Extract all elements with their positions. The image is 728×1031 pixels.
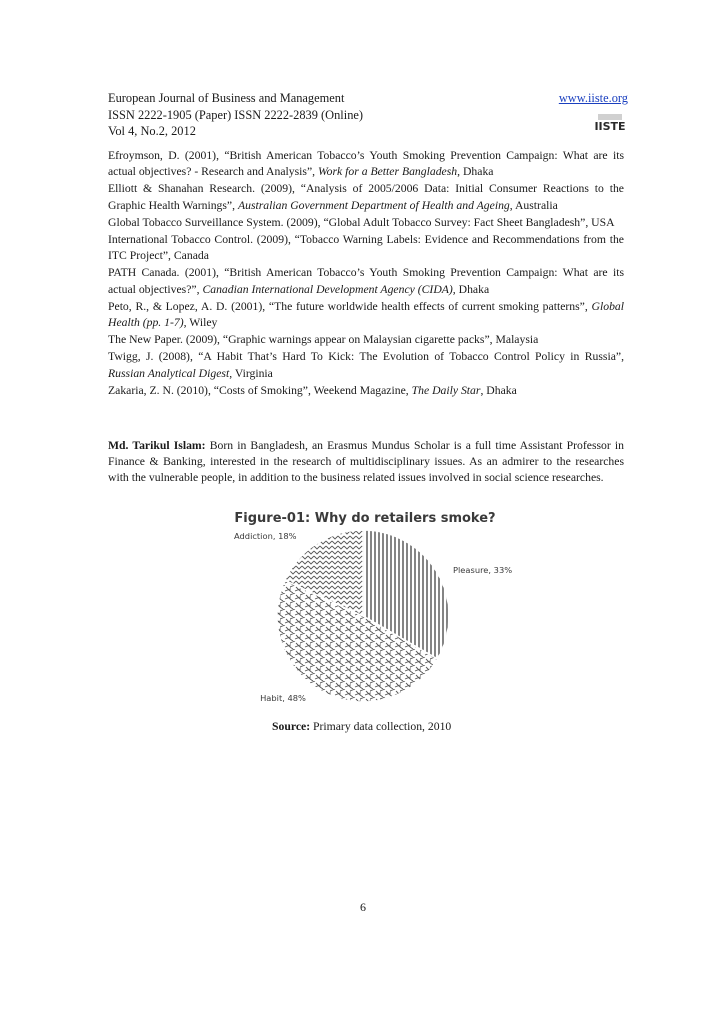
figure-source [272, 720, 451, 733]
reference-text: The New Paper. (2009), “Graphic warnings appear on Malaysian cigarette packs”, Malaysia [108, 333, 539, 347]
references-list [108, 148, 624, 400]
reference-source: Work for a Better Bangladesh [317, 165, 458, 179]
pie-label-habit: Habit, 48% [260, 693, 306, 703]
iiste-logo [596, 108, 624, 134]
reference-source: The Daily Star [411, 383, 481, 397]
source-label: Source: [272, 720, 311, 733]
reference-location: Wiley [186, 316, 218, 330]
pie-chart [230, 505, 513, 710]
reference-item [108, 332, 624, 348]
author-name: Md. Tarikul Islam: [108, 439, 206, 452]
reference-text: Efroymson, D. (2001), “British American Tobacco’s Youth Smoking Prevention Campaign: What are its actual objectives? - Research and Analysis”, [108, 149, 624, 179]
author-bio-text: Born in Bangladesh, an Erasmus Mundus Scholar is a full time Assistant Professor in Finance & Banking, interested in the research of multidisciplinary issues. As an admirer to the researches with the vulnerable people, in addition to the business related issues involved in social science researches. [108, 439, 624, 485]
reference-location: , Dhaka [480, 383, 517, 397]
reference-item [108, 232, 624, 264]
reference-item [108, 215, 624, 231]
reference-item [108, 265, 624, 297]
pie-label-pleasure: Pleasure, 33% [453, 565, 513, 575]
journal-issn: ISSN 2222-1905 (Paper) ISSN 2222-2839 (Online) [108, 107, 364, 122]
reference-location: , Australia [509, 198, 558, 212]
reference-source: Russian Analytical Digest [108, 366, 230, 380]
journal-url-link[interactable]: www.iiste.org [558, 91, 628, 105]
reference-source: Canadian International Development Agency (CIDA), [202, 282, 456, 296]
reference-source: Australian Government Department of Health and Ageing [237, 198, 510, 212]
author-bio [108, 438, 624, 487]
journal-title: European Journal of Business and Management [108, 91, 345, 105]
page-number: 6 [360, 900, 366, 914]
reference-text: Global Tobacco Surveillance System. (2009), “Global Adult Tobacco Survey: Fact Sheet Bangladesh”, USA [108, 215, 615, 229]
reference-text: International Tobacco Control. (2009), “Tobacco Warning Labels: Evidence and Recommendations from the ITC Project”, Canada [108, 233, 624, 263]
reference-text: Elliott & Shanahan Research. (2009), “Analysis of 2005/2006 Data: Initial Consumer Reactions to the Graphic Health Warnings”, [108, 182, 624, 212]
reference-text: PATH Canada. (2001), “British American Tobacco’s Youth Smoking Prevention Campaign: What are its actual objectives?”, [108, 266, 624, 296]
reference-item [108, 148, 624, 180]
logo-text: IISTE [594, 120, 626, 133]
reference-location: , Virginia [229, 366, 273, 380]
reference-location: Dhaka [455, 282, 490, 296]
source-text: Primary data collection, 2010 [310, 720, 452, 733]
reference-item [108, 349, 624, 381]
reference-item [108, 383, 624, 399]
reference-text: Twigg, J. (2008), “A Habit That’s Hard To Kick: The Evolution of Tobacco Control Policy in Russia”, [108, 350, 624, 364]
reference-item [108, 181, 624, 213]
reference-location: , Dhaka [457, 165, 494, 179]
reference-text: Peto, R., & Lopez, A. D. (2001), “The future worldwide health effects of current smoking patterns”, [108, 299, 592, 313]
journal-header [108, 90, 628, 140]
chart-title: Figure-01: Why do retailers smoke? [234, 511, 496, 526]
pie-label-addiction: Addiction, 18% [234, 531, 297, 541]
figure-01 [230, 505, 513, 710]
reference-item [108, 299, 624, 331]
reference-text: Zakaria, Z. N. (2010), “Costs of Smoking”, Weekend Magazine, [108, 383, 412, 397]
reference-source: Global Health (pp. 1-7), [108, 299, 624, 330]
journal-volume: Vol 4, No.2, 2012 [108, 124, 196, 138]
